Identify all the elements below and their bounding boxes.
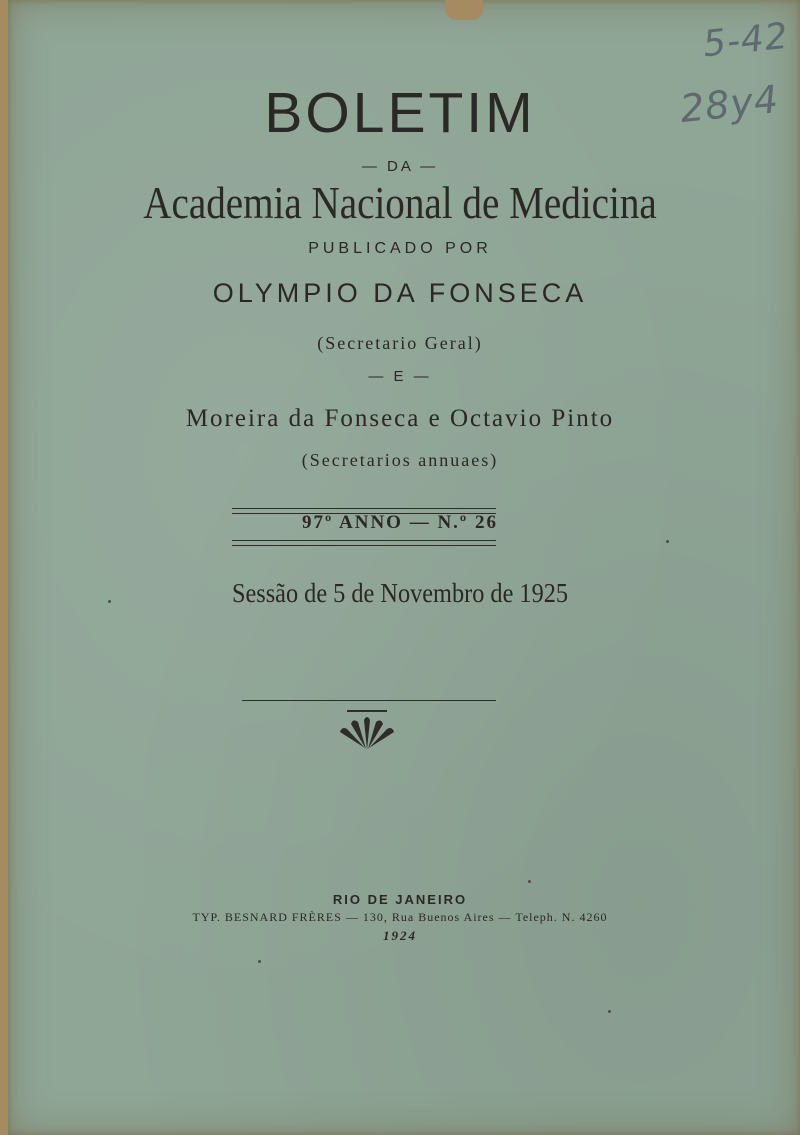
handwritten-note-top: 5-42 bbox=[701, 15, 791, 66]
imprint-year: 1924 bbox=[383, 928, 417, 943]
paper-speck bbox=[666, 540, 669, 543]
divider-bottom-outer bbox=[232, 545, 496, 546]
paper-speck bbox=[258, 960, 261, 963]
session-date: Sessão de 5 de Novembro de 1925 bbox=[231, 578, 569, 608]
imprint-city: RIO DE JANEIRO bbox=[332, 892, 468, 907]
institution-name: Academia Nacional de Medicina bbox=[143, 177, 657, 228]
editor-name: OLYMPIO DA FONSECA bbox=[212, 278, 588, 308]
fan-ornament-icon bbox=[337, 706, 397, 754]
co-editors-names: Moreira da Fonseca e Octavio Pinto bbox=[185, 405, 615, 432]
torn-edge bbox=[445, 0, 483, 20]
published-by-label: PUBLICADO POR bbox=[308, 240, 492, 257]
imprint-printer: TYP. BESNARD FRÈRES — 130, Rua Buenos Aires — Teleph. N. 4260 bbox=[192, 910, 608, 924]
volume-issue: 97º ANNO — N.º 26 bbox=[302, 512, 498, 533]
paper-speck bbox=[608, 1010, 611, 1013]
co-editors-role: (Secretarios annuaes) bbox=[301, 450, 499, 470]
handwritten-note-bottom: 28y4 bbox=[677, 76, 782, 132]
editor-role: (Secretario Geral) bbox=[317, 333, 483, 353]
connector-e: — E — bbox=[368, 368, 432, 385]
page-title: BOLETIM bbox=[264, 81, 536, 145]
paper-speck bbox=[528, 880, 531, 883]
connector-da: — DA — bbox=[361, 158, 439, 175]
divider-bottom-inner bbox=[232, 540, 496, 541]
ornament-rule bbox=[242, 700, 496, 701]
divider-top-outer bbox=[232, 508, 496, 509]
